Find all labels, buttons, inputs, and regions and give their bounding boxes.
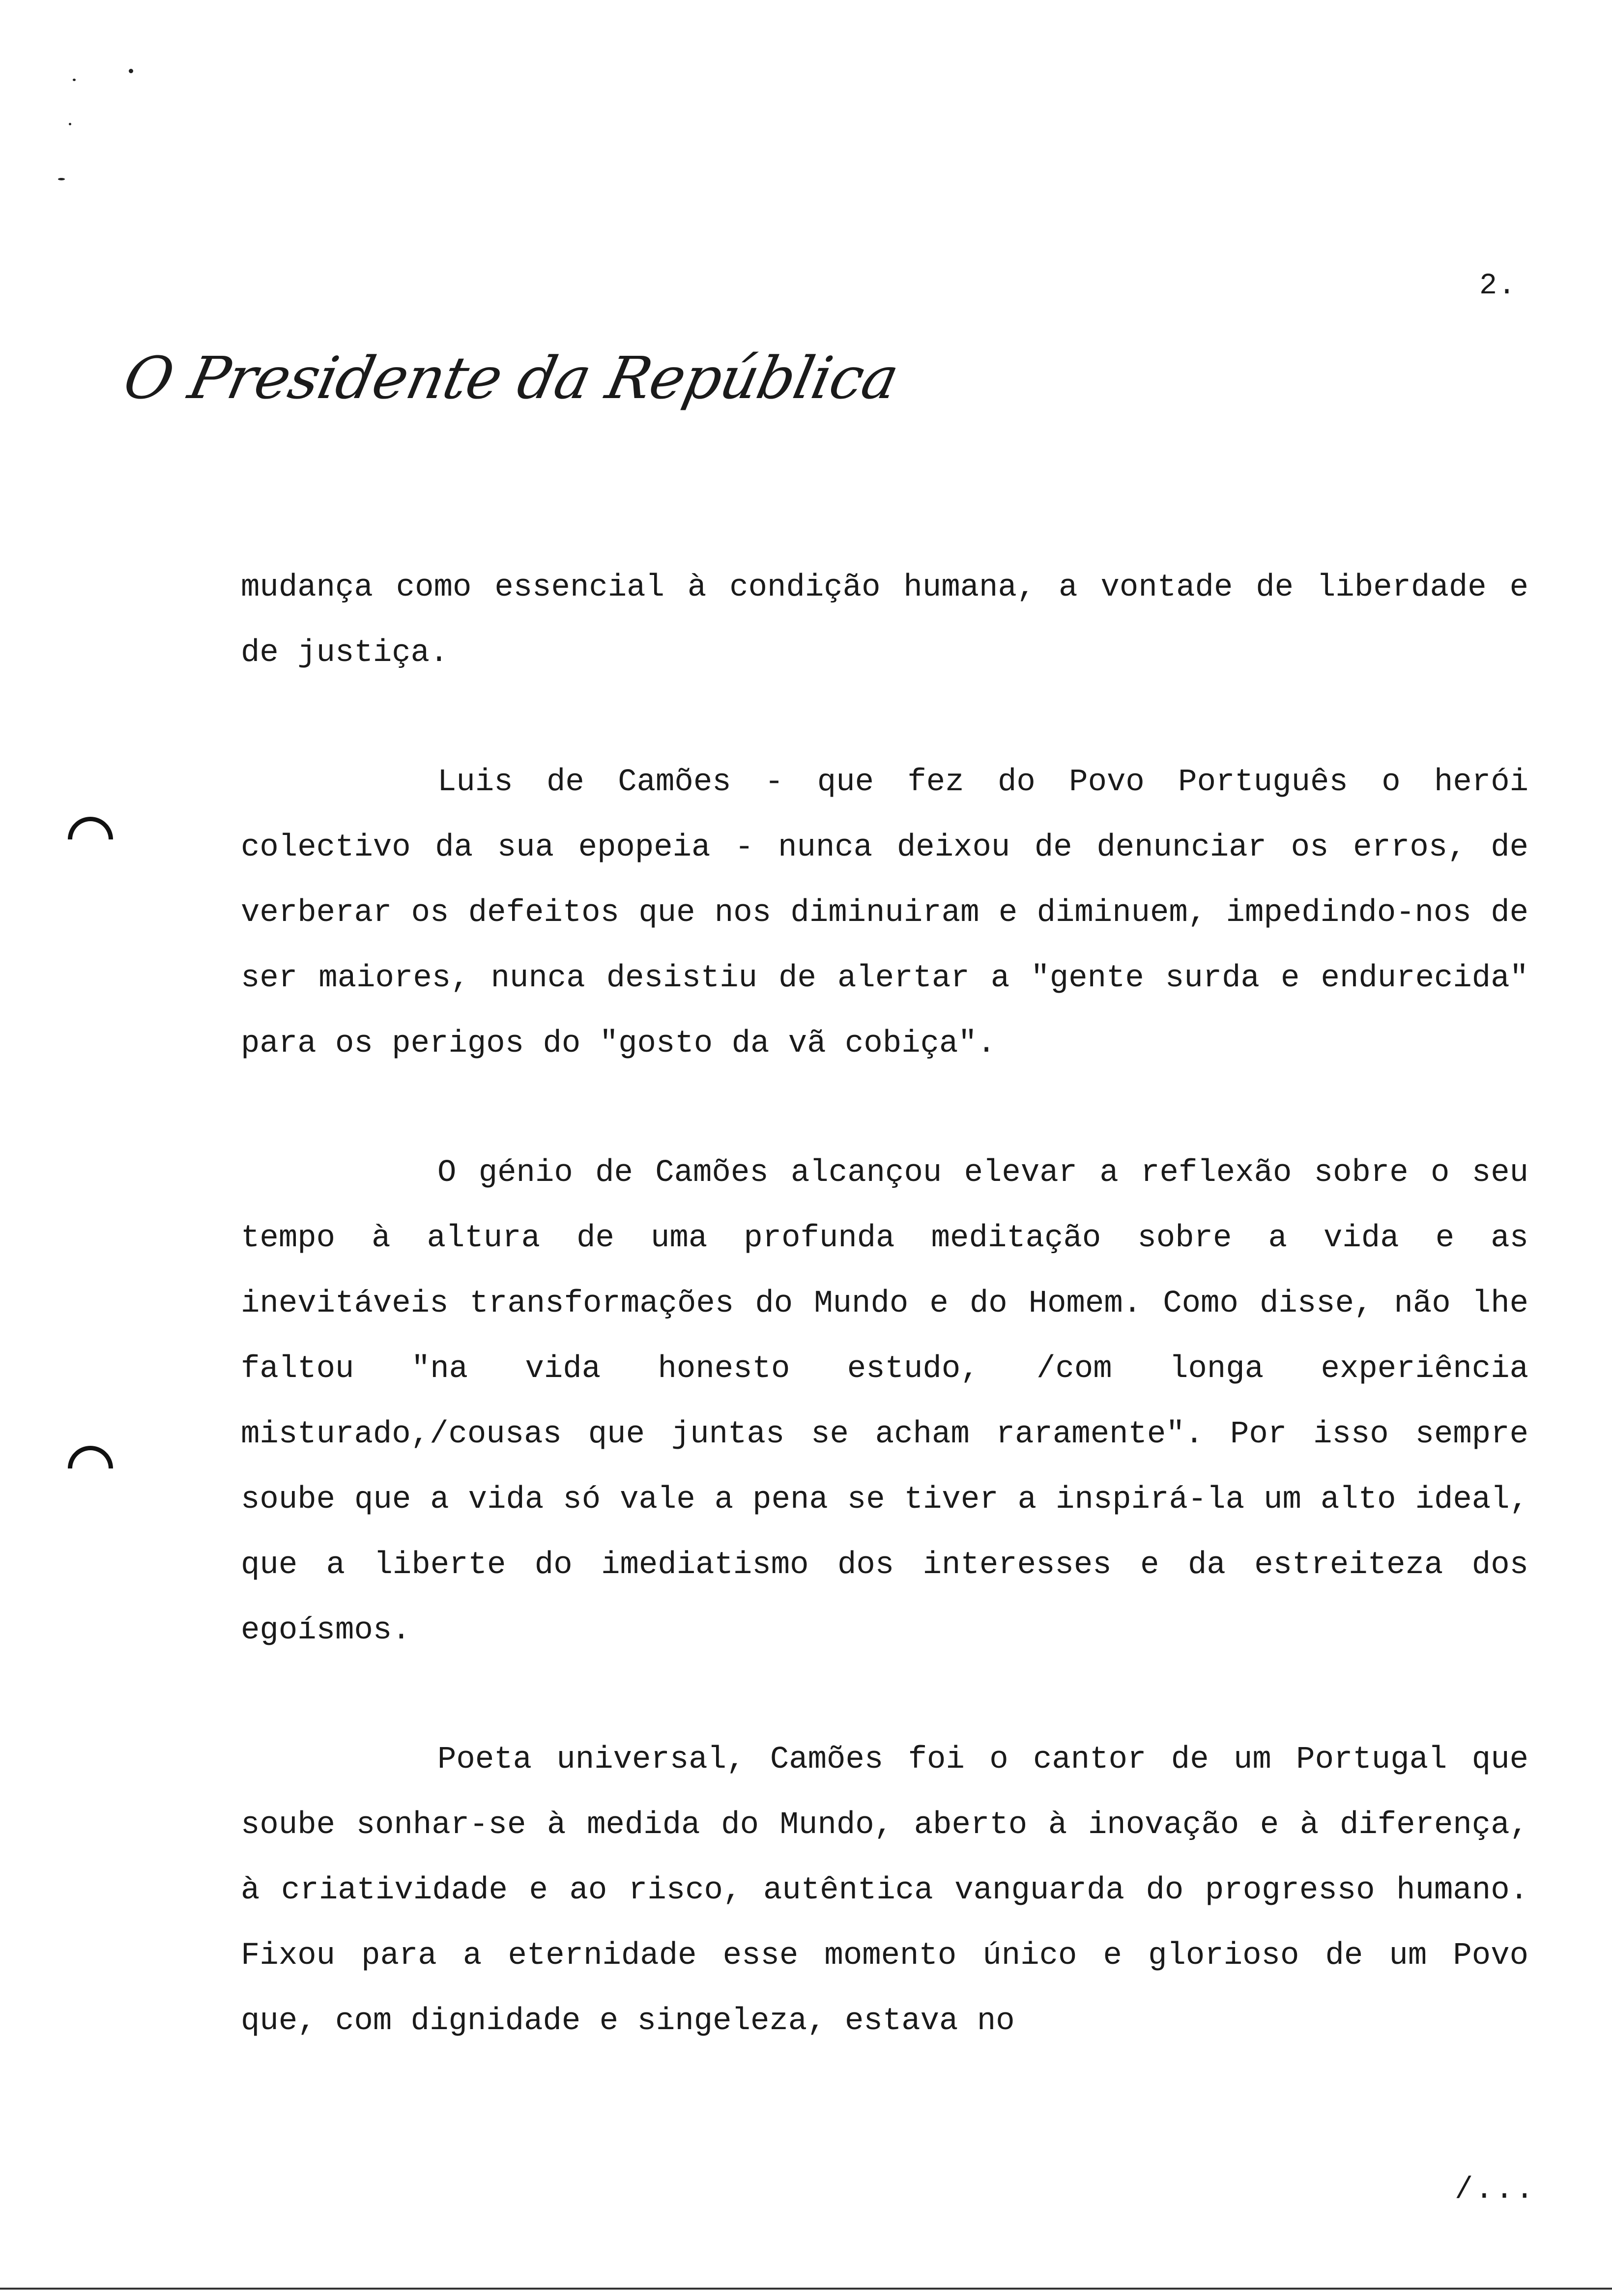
scan-speck xyxy=(73,79,76,81)
scan-speck xyxy=(58,178,65,180)
document-body xyxy=(241,555,1528,2054)
hole-punch-mark xyxy=(58,1436,122,1500)
scan-edge-line xyxy=(0,2288,1612,2290)
scan-speck xyxy=(129,69,133,73)
paragraph-4: Poeta universal, Camões foi o cantor de um Portugal que soube sonhar-se à medida do Mundo, aberto à inovação e à diferença, à criatividade e ao risco, autêntica vanguarda do progresso humano. Fixou para a eternidade esse momento único e glorioso de um Povo que, com dignidade e singeleza, estava no xyxy=(241,1742,1528,2039)
hole-punch-mark xyxy=(58,807,122,871)
paragraph-2: Luis de Camões - que fez do Povo Português o herói colectivo da sua epopeia - nunca deixou de denunciar os erros, de verberar os defeitos que nos diminuiram e diminuem, impedindo-nos de ser maiores, nunca desistiu de alertar a "gente surda e endurecida" para os perigos do "gosto da vã cobiça". xyxy=(241,765,1528,1062)
continuation-mark: /... xyxy=(1455,2172,1536,2207)
scan-speck xyxy=(69,123,71,125)
page-number: 2. xyxy=(1479,269,1517,303)
letterhead-title: O Presidente da República xyxy=(118,344,904,412)
paragraph-1: mudança como essencial à condição humana, a vontade de liberdade e de justiça. xyxy=(241,570,1528,671)
paragraph-3: O génio de Camões alcançou elevar a reflexão sobre o seu tempo à altura de uma profunda meditação sobre a vida e as inevitáveis transformações do Mundo e do Homem. Como disse, não lhe faltou "na vida honesto estudo, /com longa experiência misturado,/cousas que juntas se acham raramente". Por isso sempre soube que a vida só vale a pena se tiver a inspirá-la um alto ideal, que a liberte do imediatismo dos interesses e da estreiteza dos egoísmos. xyxy=(241,1155,1528,1648)
